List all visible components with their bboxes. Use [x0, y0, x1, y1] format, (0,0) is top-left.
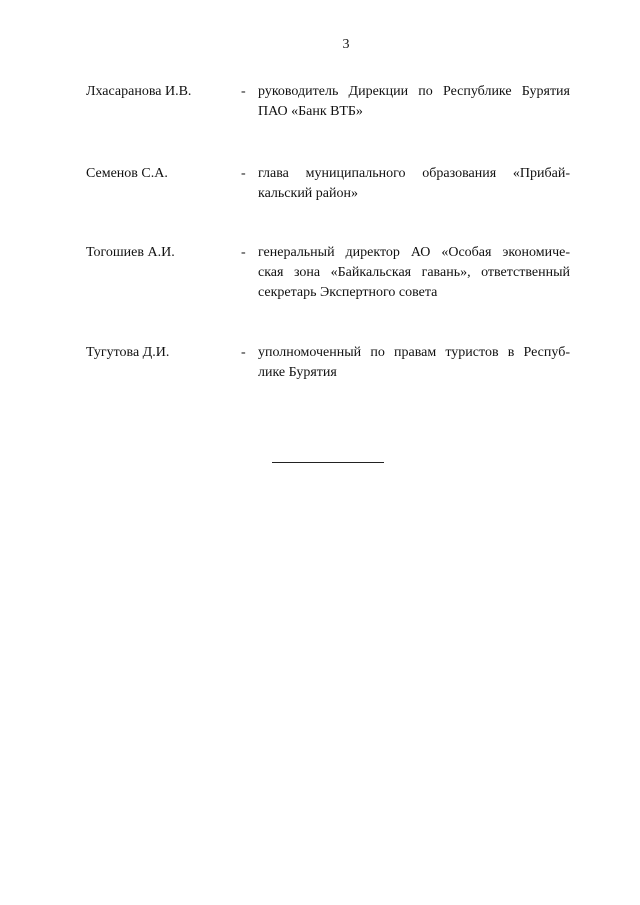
- member-name: Тогошиев А.И.: [86, 245, 175, 260]
- role-line: лике Бурятия: [258, 365, 337, 380]
- member-role: [258, 164, 570, 204]
- member-name: Лхасаранова И.В.: [86, 84, 192, 99]
- dash-separator: -: [241, 166, 246, 181]
- role-line: уполномоченный по правам туристов в Респуб-: [258, 345, 570, 360]
- role-line: кальский район»: [258, 186, 358, 201]
- member-role: [258, 82, 570, 122]
- role-line: руководитель Дирекции по Республике Бурятия: [258, 84, 570, 99]
- member-list: [86, 82, 570, 425]
- member-name: Семенов С.А.: [86, 166, 168, 181]
- page-number: 3: [342, 37, 350, 52]
- dash-separator: -: [241, 245, 246, 260]
- role-line: глава муниципального образования «Прибай-: [258, 166, 570, 181]
- list-item: [86, 82, 570, 122]
- member-role: [258, 343, 570, 383]
- dash-separator: -: [241, 345, 246, 360]
- dash-separator: -: [241, 84, 246, 99]
- end-divider: [272, 462, 384, 463]
- list-item: [86, 243, 570, 303]
- role-line: ПАО «Банк ВТБ»: [258, 104, 363, 119]
- list-item: [86, 343, 570, 383]
- list-item: [86, 164, 570, 204]
- member-role: [258, 243, 570, 303]
- role-line: ская зона «Байкальская гавань», ответственный: [258, 265, 570, 280]
- role-line: генеральный директор АО «Особая экономиче-: [258, 245, 570, 260]
- member-name: Тугутова Д.И.: [86, 345, 170, 360]
- role-line: секретарь Экспертного совета: [258, 285, 438, 300]
